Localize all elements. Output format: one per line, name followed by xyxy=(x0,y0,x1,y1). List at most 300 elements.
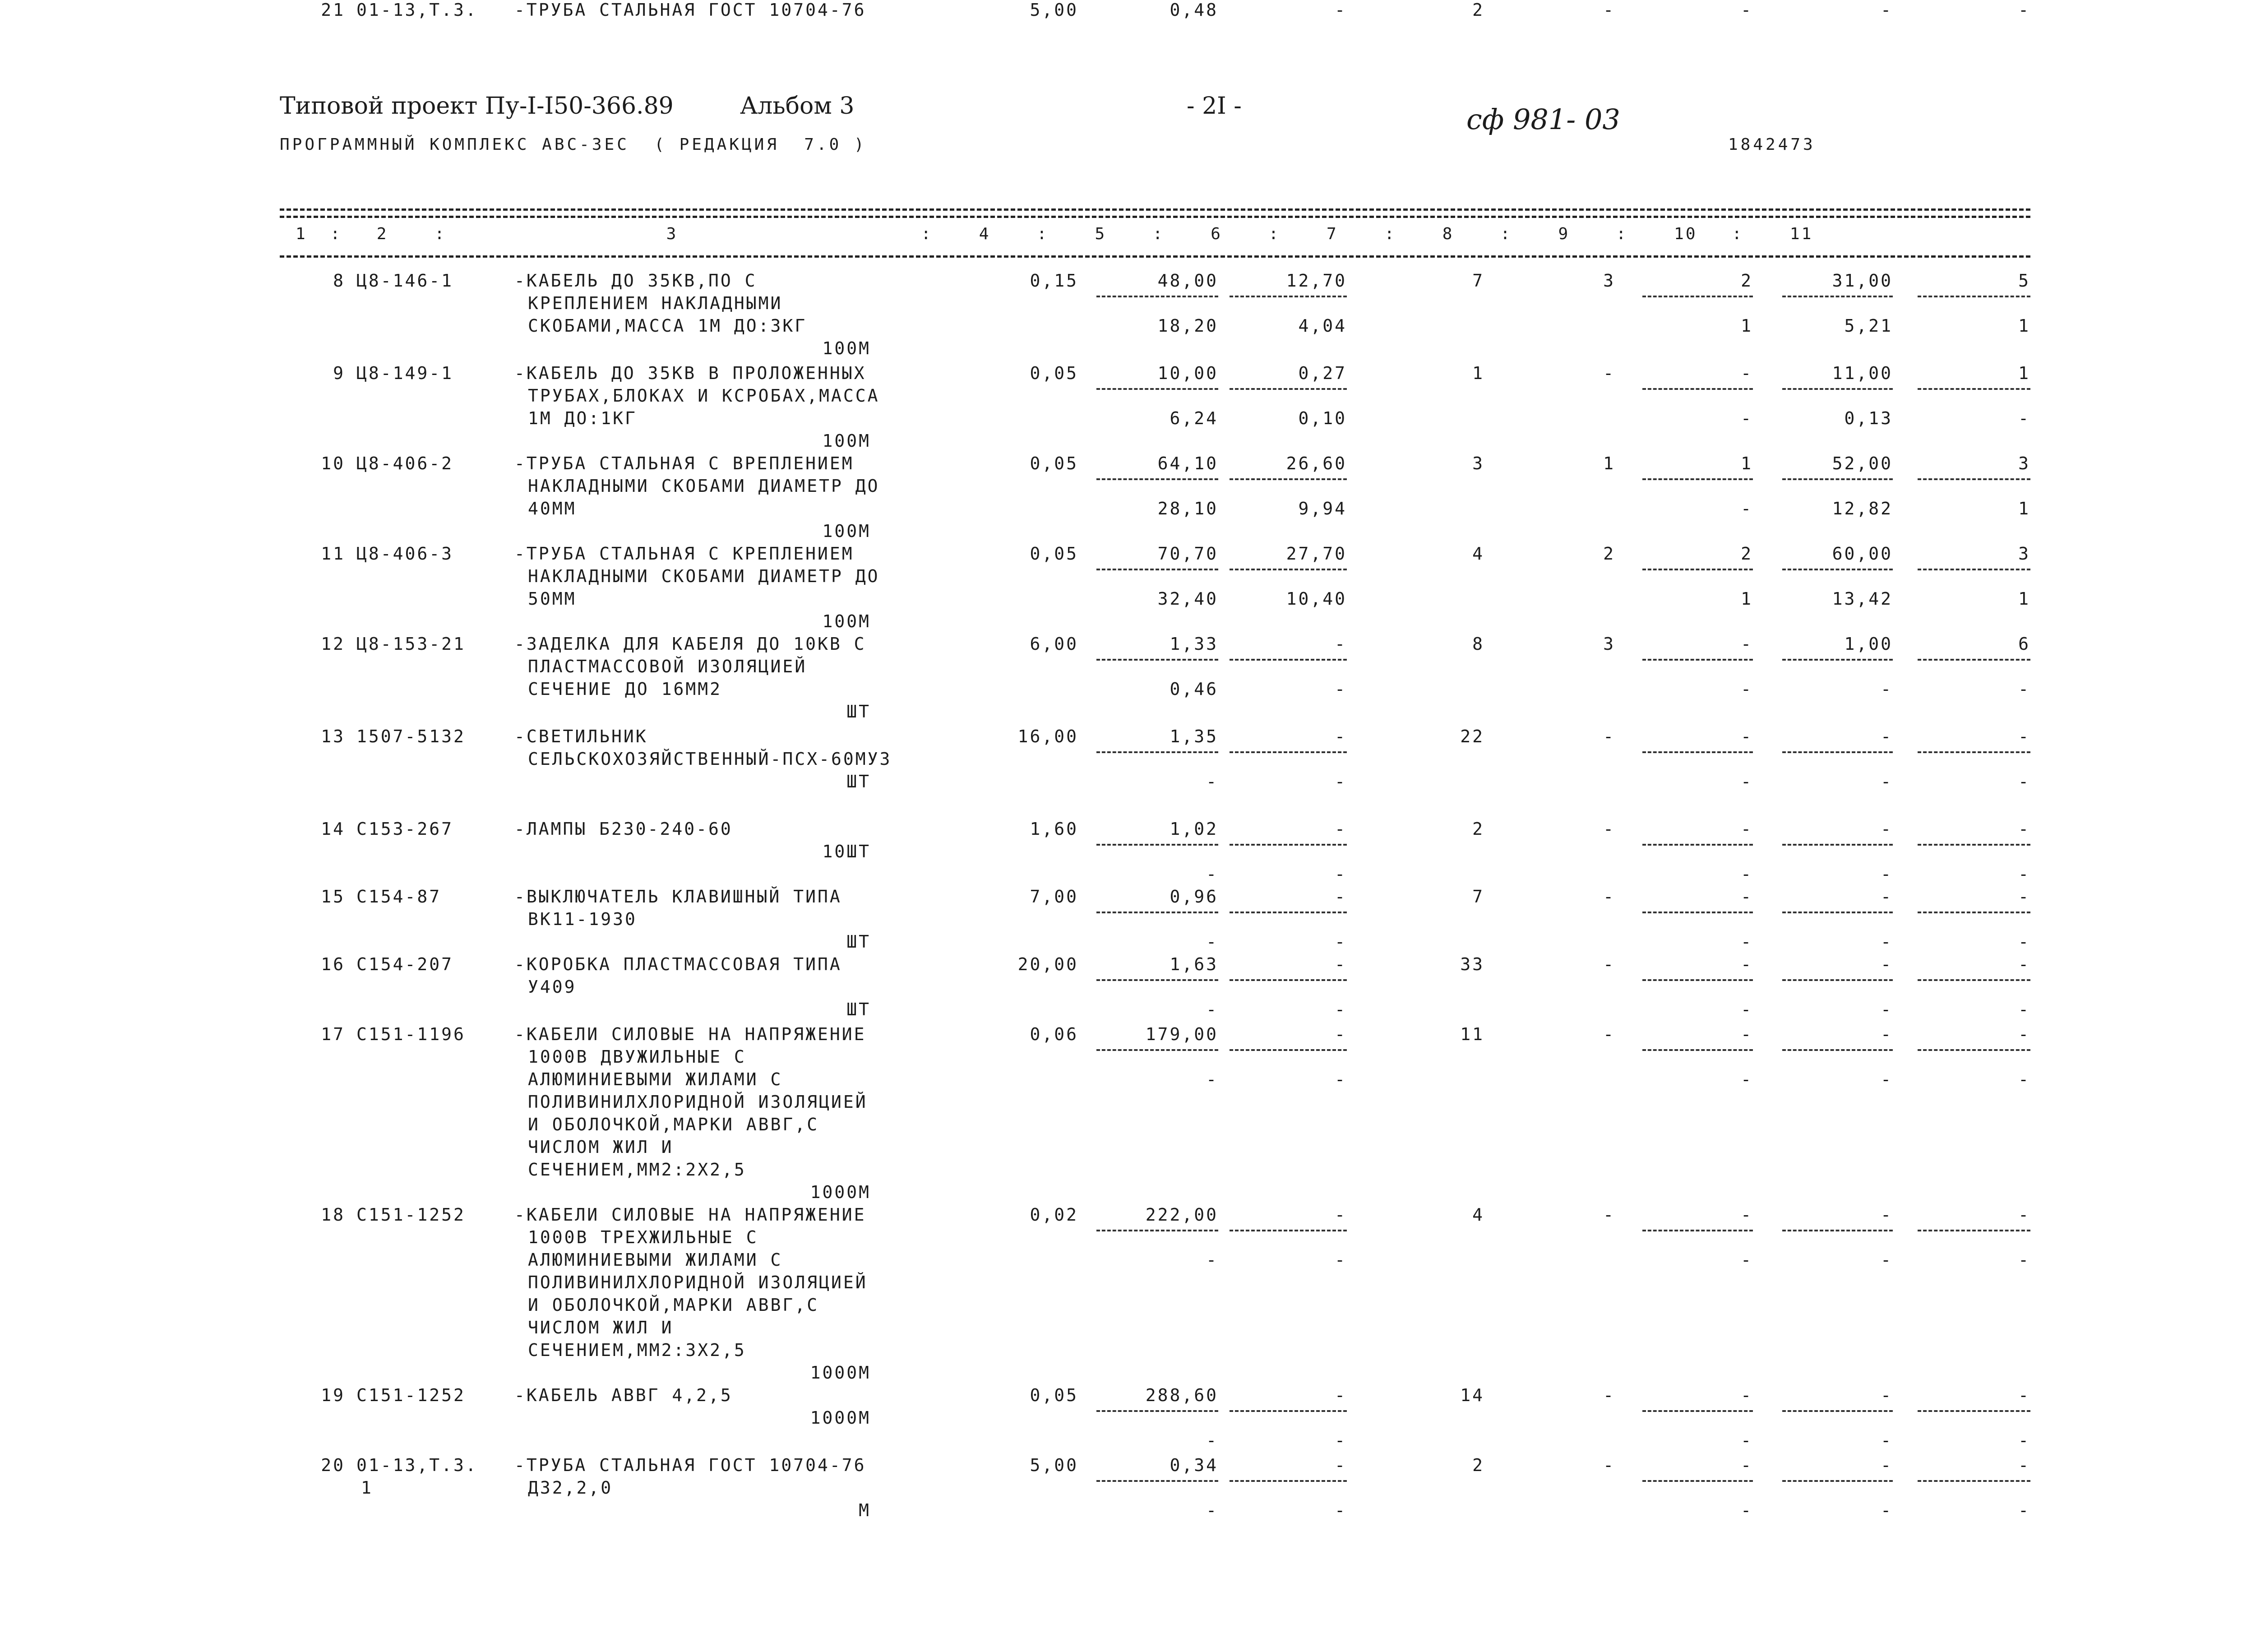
sub-rule-10 xyxy=(1782,478,1893,480)
row-number: 21 xyxy=(321,0,345,20)
work-description: -КОРОБКА ПЛАСТМАССОВАЯ ТИПА xyxy=(514,954,842,974)
column-header-row: 1 : 2 : 3 : 4 : 5 : 6 : 7 : 8 : 9 : 10 : 11 xyxy=(296,225,1813,243)
cost-total: 0,96 xyxy=(1170,887,1218,907)
cost-total: 288,60 xyxy=(1145,1385,1218,1405)
work-description: ВК11-1930 xyxy=(528,909,637,929)
col-11: 6 xyxy=(2018,634,2030,654)
norm-code: Ц8-406-3 xyxy=(356,544,454,564)
unit-of-measure: 100М xyxy=(822,521,871,541)
quantity: 0,06 xyxy=(1030,1024,1078,1044)
col-9-sub: - xyxy=(1741,864,1753,884)
col-10: - xyxy=(1881,819,1893,839)
col-11: - xyxy=(2018,819,2030,839)
sub-rule-9 xyxy=(1642,1480,1753,1482)
col-11-sub: - xyxy=(2018,408,2030,428)
cost-wages-sub: - xyxy=(1335,1250,1347,1270)
sub-rule-11 xyxy=(1918,1049,2030,1051)
cost-total-sub: - xyxy=(1206,1430,1218,1450)
col-11: - xyxy=(2018,1385,2030,1405)
col-9: - xyxy=(1741,0,1753,20)
sub-rule-6 xyxy=(1230,1480,1347,1482)
sub-rule-6 xyxy=(1230,1230,1347,1231)
handwritten-code: сф 981- 03 xyxy=(1466,103,1620,136)
col-11-sub: - xyxy=(2018,932,2030,952)
cost-wages: - xyxy=(1335,1455,1347,1475)
program-line: ПРОГРАММНЫЙ КОМПЛЕКС АВС-3ЕС ( РЕДАКЦИЯ 7.0 ) xyxy=(280,135,867,154)
sub-rule-9 xyxy=(1642,659,1753,661)
sub-rule-10 xyxy=(1782,659,1893,661)
col-7: 4 xyxy=(1472,544,1484,564)
unit-of-measure: ШТ xyxy=(846,772,871,791)
sub-rule-9 xyxy=(1642,751,1753,753)
cost-total-sub: 6,24 xyxy=(1170,408,1218,428)
cost-wages-sub: - xyxy=(1335,772,1347,791)
col-9: - xyxy=(1741,1024,1753,1044)
col-9-sub: - xyxy=(1741,408,1753,428)
sub-rule-6 xyxy=(1230,912,1347,913)
work-description: ПЛАСТМАССОВОЙ ИЗОЛЯЦИЕЙ xyxy=(528,657,807,676)
cost-total: 10,00 xyxy=(1157,363,1218,383)
col-8: - xyxy=(1603,363,1615,383)
cost-total-sub: 0,46 xyxy=(1170,679,1218,699)
work-description: -ТРУБА СТАЛЬНАЯ С ВРЕПЛЕНИЕМ xyxy=(514,453,854,473)
col-11: - xyxy=(2018,0,2030,20)
col-8: - xyxy=(1603,1455,1615,1475)
sub-rule-5 xyxy=(1096,1410,1218,1412)
sub-rule-10 xyxy=(1782,569,1893,570)
col-10-sub: - xyxy=(1881,932,1893,952)
sub-rule-10 xyxy=(1782,1410,1893,1412)
sub-rule-6 xyxy=(1230,659,1347,661)
cost-total-sub: - xyxy=(1206,1069,1218,1089)
table-top-rule xyxy=(280,208,2030,211)
col-10: 60,00 xyxy=(1832,544,1893,564)
cost-total: 1,33 xyxy=(1170,634,1218,654)
norm-code: 01-13,Т.3. xyxy=(356,1455,478,1475)
cost-wages: 0,27 xyxy=(1298,363,1347,383)
sub-rule-6 xyxy=(1230,1410,1347,1412)
col-9-sub: - xyxy=(1741,1000,1753,1019)
col-9-sub: - xyxy=(1741,1500,1753,1520)
col-9: - xyxy=(1741,887,1753,907)
col-11-sub: - xyxy=(2018,679,2030,699)
col-9-sub: - xyxy=(1741,1250,1753,1270)
work-description: ТРУБАХ,БЛОКАХ И КСРОБАХ,МАССА xyxy=(528,386,880,406)
work-description: -ТРУБА СТАЛЬНАЯ ГОСТ 10704-76 xyxy=(514,0,866,20)
norm-code: С151-1252 xyxy=(356,1205,466,1225)
cost-wages: - xyxy=(1335,954,1347,974)
cost-wages: - xyxy=(1335,819,1347,839)
sub-rule-10 xyxy=(1782,1480,1893,1482)
quantity: 0,02 xyxy=(1030,1205,1078,1225)
quantity: 6,00 xyxy=(1030,634,1078,654)
work-description: 1000В ТРЕХЖИЛЬНЫЕ С xyxy=(528,1227,758,1247)
col-10-sub: 5,21 xyxy=(1844,316,1893,336)
row-number: 17 xyxy=(321,1024,345,1044)
cost-wages-sub: - xyxy=(1335,1500,1347,1520)
sub-rule-9 xyxy=(1642,1230,1753,1231)
sub-rule-10 xyxy=(1782,1230,1893,1231)
cost-wages-sub: 9,94 xyxy=(1298,499,1347,518)
project-title: Типовой проект Пу-I-I50-366.89 xyxy=(280,93,674,120)
sub-rule-10 xyxy=(1782,388,1893,390)
col-11-sub: - xyxy=(2018,1500,2030,1520)
sub-rule-5 xyxy=(1096,751,1218,753)
col-9-sub: - xyxy=(1741,932,1753,952)
row-number: 11 xyxy=(321,544,345,564)
col-8: - xyxy=(1603,727,1615,746)
work-description: -КАБЕЛЬ ДО 35КВ,ПО С xyxy=(514,271,757,291)
cost-wages: - xyxy=(1335,1024,1347,1044)
work-description: У409 xyxy=(528,977,577,997)
cost-wages-sub: 0,10 xyxy=(1298,408,1347,428)
row-number: 19 xyxy=(321,1385,345,1405)
cost-wages: - xyxy=(1335,0,1347,20)
col-11: 1 xyxy=(2018,363,2030,383)
work-description: ПОЛИВИНИЛХЛОРИДНОЙ ИЗОЛЯЦИЕЙ xyxy=(528,1273,868,1292)
sub-rule-5 xyxy=(1096,1480,1218,1482)
cost-total: 1,02 xyxy=(1170,819,1218,839)
col-9: - xyxy=(1741,954,1753,974)
work-description: 50ММ xyxy=(528,589,577,609)
work-description: -ТРУБА СТАЛЬНАЯ С КРЕПЛЕНИЕМ xyxy=(514,544,854,564)
sub-rule-11 xyxy=(1918,844,2030,846)
sub-rule-6 xyxy=(1230,979,1347,981)
col-9-sub: - xyxy=(1741,1069,1753,1089)
col-11-sub: - xyxy=(2018,1250,2030,1270)
col-7: 2 xyxy=(1472,0,1484,20)
quantity: 0,05 xyxy=(1030,1385,1078,1405)
cost-wages: - xyxy=(1335,887,1347,907)
norm-code: 01-13,Т.3. xyxy=(356,0,478,20)
col-9: - xyxy=(1741,363,1753,383)
col-10-sub: - xyxy=(1881,1000,1893,1019)
col-11-sub: 1 xyxy=(2018,316,2030,336)
sub-rule-10 xyxy=(1782,296,1893,297)
col-9: 1 xyxy=(1741,453,1753,473)
col-10: - xyxy=(1881,1455,1893,1475)
unit-of-measure: 1000М xyxy=(810,1363,871,1383)
cost-wages-sub: - xyxy=(1335,1000,1347,1019)
col-8: - xyxy=(1603,1024,1615,1044)
cost-wages-sub: - xyxy=(1335,932,1347,952)
sub-rule-10 xyxy=(1782,979,1893,981)
cost-total: 222,00 xyxy=(1145,1205,1218,1225)
unit-of-measure: ШТ xyxy=(846,702,871,722)
work-description: Д32,2,0 xyxy=(528,1478,613,1498)
cost-total-sub: 32,40 xyxy=(1157,589,1218,609)
sub-rule-5 xyxy=(1096,844,1218,846)
col-10: - xyxy=(1881,1385,1893,1405)
work-description: -КАБЕЛИ СИЛОВЫЕ НА НАПРЯЖЕНИЕ xyxy=(514,1024,866,1044)
page-number: - 2I - xyxy=(1187,93,1242,120)
document-number: 1842473 xyxy=(1728,135,1816,154)
work-description: -КАБЕЛЬ ДО 35КВ В ПРОЛОЖЕННЫХ xyxy=(514,363,866,383)
sub-rule-5 xyxy=(1096,1230,1218,1231)
unit-of-measure: ШТ xyxy=(846,932,871,952)
work-description: 40ММ xyxy=(528,499,577,518)
work-description: 1М ДО:1КГ xyxy=(528,408,637,428)
row-number: 15 xyxy=(321,887,345,907)
cost-total-sub: 28,10 xyxy=(1157,499,1218,518)
col-10-sub: - xyxy=(1881,772,1893,791)
work-description: -ЛАМПЫ Б230-240-60 xyxy=(514,819,733,839)
sub-rule-11 xyxy=(1918,569,2030,570)
col-7: 33 xyxy=(1460,954,1484,974)
col-10: - xyxy=(1881,1205,1893,1225)
sub-rule-5 xyxy=(1096,569,1218,570)
col-8: - xyxy=(1603,0,1615,20)
col-7: 22 xyxy=(1460,727,1484,746)
norm-code: Ц8-149-1 xyxy=(356,363,454,383)
col-7: 11 xyxy=(1460,1024,1484,1044)
row-number: 8 xyxy=(333,271,345,291)
col-10-sub: 0,13 xyxy=(1844,408,1893,428)
column-header-rule xyxy=(280,255,2030,258)
col-9: - xyxy=(1741,634,1753,654)
row-number: 16 xyxy=(321,954,345,974)
col-11-sub: - xyxy=(2018,1069,2030,1089)
col-11: - xyxy=(2018,1205,2030,1225)
unit-of-measure: 100М xyxy=(822,431,871,451)
sub-rule-11 xyxy=(1918,1480,2030,1482)
sub-rule-5 xyxy=(1096,979,1218,981)
col-10: - xyxy=(1881,954,1893,974)
col-10: - xyxy=(1881,1024,1893,1044)
col-10-sub: 13,42 xyxy=(1832,589,1893,609)
cost-total-sub: - xyxy=(1206,1000,1218,1019)
norm-code: Ц8-153-21 xyxy=(356,634,466,654)
cost-total: 179,00 xyxy=(1145,1024,1218,1044)
col-10-sub: - xyxy=(1881,1500,1893,1520)
norm-code: С154-87 xyxy=(356,887,442,907)
cost-wages-sub: 4,04 xyxy=(1298,316,1347,336)
work-description: 1000В ДВУЖИЛЬНЫЕ С xyxy=(528,1047,746,1067)
quantity: 0,15 xyxy=(1030,271,1078,291)
col-8: 2 xyxy=(1603,544,1615,564)
col-11-sub: 1 xyxy=(2018,589,2030,609)
sub-rule-5 xyxy=(1096,388,1218,390)
work-description: -ЗАДЕЛКА ДЛЯ КАБЕЛЯ ДО 10КВ С xyxy=(514,634,866,654)
unit-of-measure: 100М xyxy=(822,611,871,631)
norm-code: Ц8-406-2 xyxy=(356,453,454,473)
work-description: НАКЛАДНЫМИ СКОБАМИ ДИАМЕТР ДО xyxy=(528,566,880,586)
col-9: - xyxy=(1741,1455,1753,1475)
sub-rule-6 xyxy=(1230,569,1347,570)
sub-rule-9 xyxy=(1642,478,1753,480)
col-11: 3 xyxy=(2018,544,2030,564)
sub-rule-5 xyxy=(1096,478,1218,480)
cost-wages-sub: 10,40 xyxy=(1286,589,1347,609)
unit-of-measure: ШТ xyxy=(846,1000,871,1019)
sub-rule-9 xyxy=(1642,296,1753,297)
row-number: 13 xyxy=(321,727,345,746)
col-9: 2 xyxy=(1741,271,1753,291)
quantity: 5,00 xyxy=(1030,0,1078,20)
sub-rule-11 xyxy=(1918,912,2030,913)
album-label: Альбом 3 xyxy=(740,93,855,120)
cost-wages: - xyxy=(1335,1205,1347,1225)
unit-of-measure: 100М xyxy=(822,338,871,358)
cost-wages: 12,70 xyxy=(1286,271,1347,291)
col-10: 31,00 xyxy=(1832,271,1893,291)
col-9: - xyxy=(1741,1205,1753,1225)
quantity: 20,00 xyxy=(1017,954,1078,974)
norm-code: С151-1252 xyxy=(356,1385,466,1405)
cost-wages: - xyxy=(1335,727,1347,746)
work-description: -ТРУБА СТАЛЬНАЯ ГОСТ 10704-76 xyxy=(514,1455,866,1475)
work-description: -КАБЕЛЬ АВВГ 4,2,5 xyxy=(514,1385,733,1405)
sub-rule-6 xyxy=(1230,296,1347,297)
norm-code-cont: 1 xyxy=(361,1478,373,1498)
col-11: - xyxy=(2018,727,2030,746)
col-10: 1,00 xyxy=(1844,634,1893,654)
col-11-sub: 1 xyxy=(2018,499,2030,518)
col-9-sub: - xyxy=(1741,772,1753,791)
col-9-sub: 1 xyxy=(1741,589,1753,609)
col-7: 1 xyxy=(1472,363,1484,383)
cost-total: 1,63 xyxy=(1170,954,1218,974)
col-8: 3 xyxy=(1603,634,1615,654)
col-10-sub: - xyxy=(1881,679,1893,699)
col-7: 7 xyxy=(1472,271,1484,291)
row-number: 9 xyxy=(333,363,345,383)
work-description: И ОБОЛОЧКОЙ,МАРКИ АВВГ,С xyxy=(528,1115,819,1134)
row-number: 18 xyxy=(321,1205,345,1225)
cost-wages: - xyxy=(1335,634,1347,654)
sub-rule-10 xyxy=(1782,912,1893,913)
sub-rule-9 xyxy=(1642,844,1753,846)
col-7: 4 xyxy=(1472,1205,1484,1225)
col-10-sub: - xyxy=(1881,1250,1893,1270)
col-10-sub: 12,82 xyxy=(1832,499,1893,518)
cost-total-sub: - xyxy=(1206,932,1218,952)
sub-rule-5 xyxy=(1096,1049,1218,1051)
norm-code: С151-1196 xyxy=(356,1024,466,1044)
unit-of-measure: 1000М xyxy=(810,1182,871,1202)
norm-code: Ц8-146-1 xyxy=(356,271,454,291)
work-description: СЕЧЕНИЕМ,ММ2:2Х2,5 xyxy=(528,1160,746,1180)
work-description: -СВЕТИЛЬНИК xyxy=(514,727,648,746)
norm-code: С154-207 xyxy=(356,954,454,974)
sub-rule-5 xyxy=(1096,912,1218,913)
col-9: 2 xyxy=(1741,544,1753,564)
cost-wages: 27,70 xyxy=(1286,544,1347,564)
cost-wages: 26,60 xyxy=(1286,453,1347,473)
col-9: - xyxy=(1741,727,1753,746)
quantity: 5,00 xyxy=(1030,1455,1078,1475)
cost-wages-sub: - xyxy=(1335,1069,1347,1089)
cost-total: 0,48 xyxy=(1170,0,1218,20)
col-8: - xyxy=(1603,954,1615,974)
col-11-sub: - xyxy=(2018,772,2030,791)
col-8: - xyxy=(1603,1205,1615,1225)
norm-code: С153-267 xyxy=(356,819,454,839)
quantity: 16,00 xyxy=(1017,727,1078,746)
col-10: 11,00 xyxy=(1832,363,1893,383)
cost-total-sub: - xyxy=(1206,1250,1218,1270)
col-11-sub: - xyxy=(2018,1000,2030,1019)
col-11: - xyxy=(2018,954,2030,974)
work-description: КРЕПЛЕНИЕМ НАКЛАДНЫМИ xyxy=(528,293,783,313)
sub-rule-9 xyxy=(1642,912,1753,913)
cost-wages-sub: - xyxy=(1335,864,1347,884)
sub-rule-10 xyxy=(1782,844,1893,846)
col-11: - xyxy=(2018,887,2030,907)
col-8: - xyxy=(1603,1385,1615,1405)
cost-total: 64,10 xyxy=(1157,453,1218,473)
col-10-sub: - xyxy=(1881,1430,1893,1450)
col-11: 3 xyxy=(2018,453,2030,473)
cost-total: 48,00 xyxy=(1157,271,1218,291)
col-10: 52,00 xyxy=(1832,453,1893,473)
col-7: 3 xyxy=(1472,453,1484,473)
sub-rule-10 xyxy=(1782,1049,1893,1051)
cost-wages-sub: - xyxy=(1335,679,1347,699)
norm-code: 1507-5132 xyxy=(356,727,466,746)
sub-rule-6 xyxy=(1230,844,1347,846)
col-10-sub: - xyxy=(1881,864,1893,884)
work-description: -КАБЕЛИ СИЛОВЫЕ НА НАПРЯЖЕНИЕ xyxy=(514,1205,866,1225)
sub-rule-5 xyxy=(1096,296,1218,297)
col-8: - xyxy=(1603,819,1615,839)
work-description: ЧИСЛОМ ЖИЛ И xyxy=(528,1137,674,1157)
col-8: 3 xyxy=(1603,271,1615,291)
sub-rule-9 xyxy=(1642,1410,1753,1412)
cost-total: 70,70 xyxy=(1157,544,1218,564)
col-7: 8 xyxy=(1472,634,1484,654)
col-7: 2 xyxy=(1472,1455,1484,1475)
sub-rule-11 xyxy=(1918,388,2030,390)
col-9-sub: - xyxy=(1741,679,1753,699)
cost-total-sub: - xyxy=(1206,1500,1218,1520)
col-10: - xyxy=(1881,727,1893,746)
quantity: 0,05 xyxy=(1030,453,1078,473)
col-8: - xyxy=(1603,887,1615,907)
work-description: И ОБОЛОЧКОЙ,МАРКИ АВВГ,С xyxy=(528,1295,819,1315)
quantity: 7,00 xyxy=(1030,887,1078,907)
col-7: 2 xyxy=(1472,819,1484,839)
sub-rule-6 xyxy=(1230,388,1347,390)
cost-total: 0,34 xyxy=(1170,1455,1218,1475)
work-description: НАКЛАДНЫМИ СКОБАМИ ДИАМЕТР ДО xyxy=(528,476,880,496)
sub-rule-11 xyxy=(1918,1410,2030,1412)
work-description: -ВЫКЛЮЧАТЕЛЬ КЛАВИШНЫЙ ТИПА xyxy=(514,887,842,907)
work-description: СЕЛЬСКОХОЗЯЙСТВЕННЫЙ-ПСХ-60МУЗ xyxy=(528,749,892,769)
sub-rule-11 xyxy=(1918,478,2030,480)
col-9-sub: - xyxy=(1741,1430,1753,1450)
cost-total-sub: - xyxy=(1206,864,1218,884)
unit-of-measure: М xyxy=(859,1500,871,1520)
sub-rule-11 xyxy=(1918,979,2030,981)
row-number: 10 xyxy=(321,453,345,473)
sub-rule-9 xyxy=(1642,979,1753,981)
work-description: СЕЧЕНИЕ ДО 16ММ2 xyxy=(528,679,722,699)
work-description: ЧИСЛОМ ЖИЛ И xyxy=(528,1318,674,1337)
col-11: 5 xyxy=(2018,271,2030,291)
work-description: АЛЮМИНИЕВЫМИ ЖИЛАМИ С xyxy=(528,1069,783,1089)
sub-rule-11 xyxy=(1918,751,2030,753)
work-description: СЕЧЕНИЕМ,ММ2:3Х2,5 xyxy=(528,1340,746,1360)
sub-rule-6 xyxy=(1230,1049,1347,1051)
col-9-sub: 1 xyxy=(1741,316,1753,336)
col-10-sub: - xyxy=(1881,1069,1893,1089)
col-7: 14 xyxy=(1460,1385,1484,1405)
row-number: 12 xyxy=(321,634,345,654)
sub-rule-10 xyxy=(1782,751,1893,753)
unit-of-measure: 10ШТ xyxy=(822,842,871,861)
col-11: - xyxy=(2018,1024,2030,1044)
